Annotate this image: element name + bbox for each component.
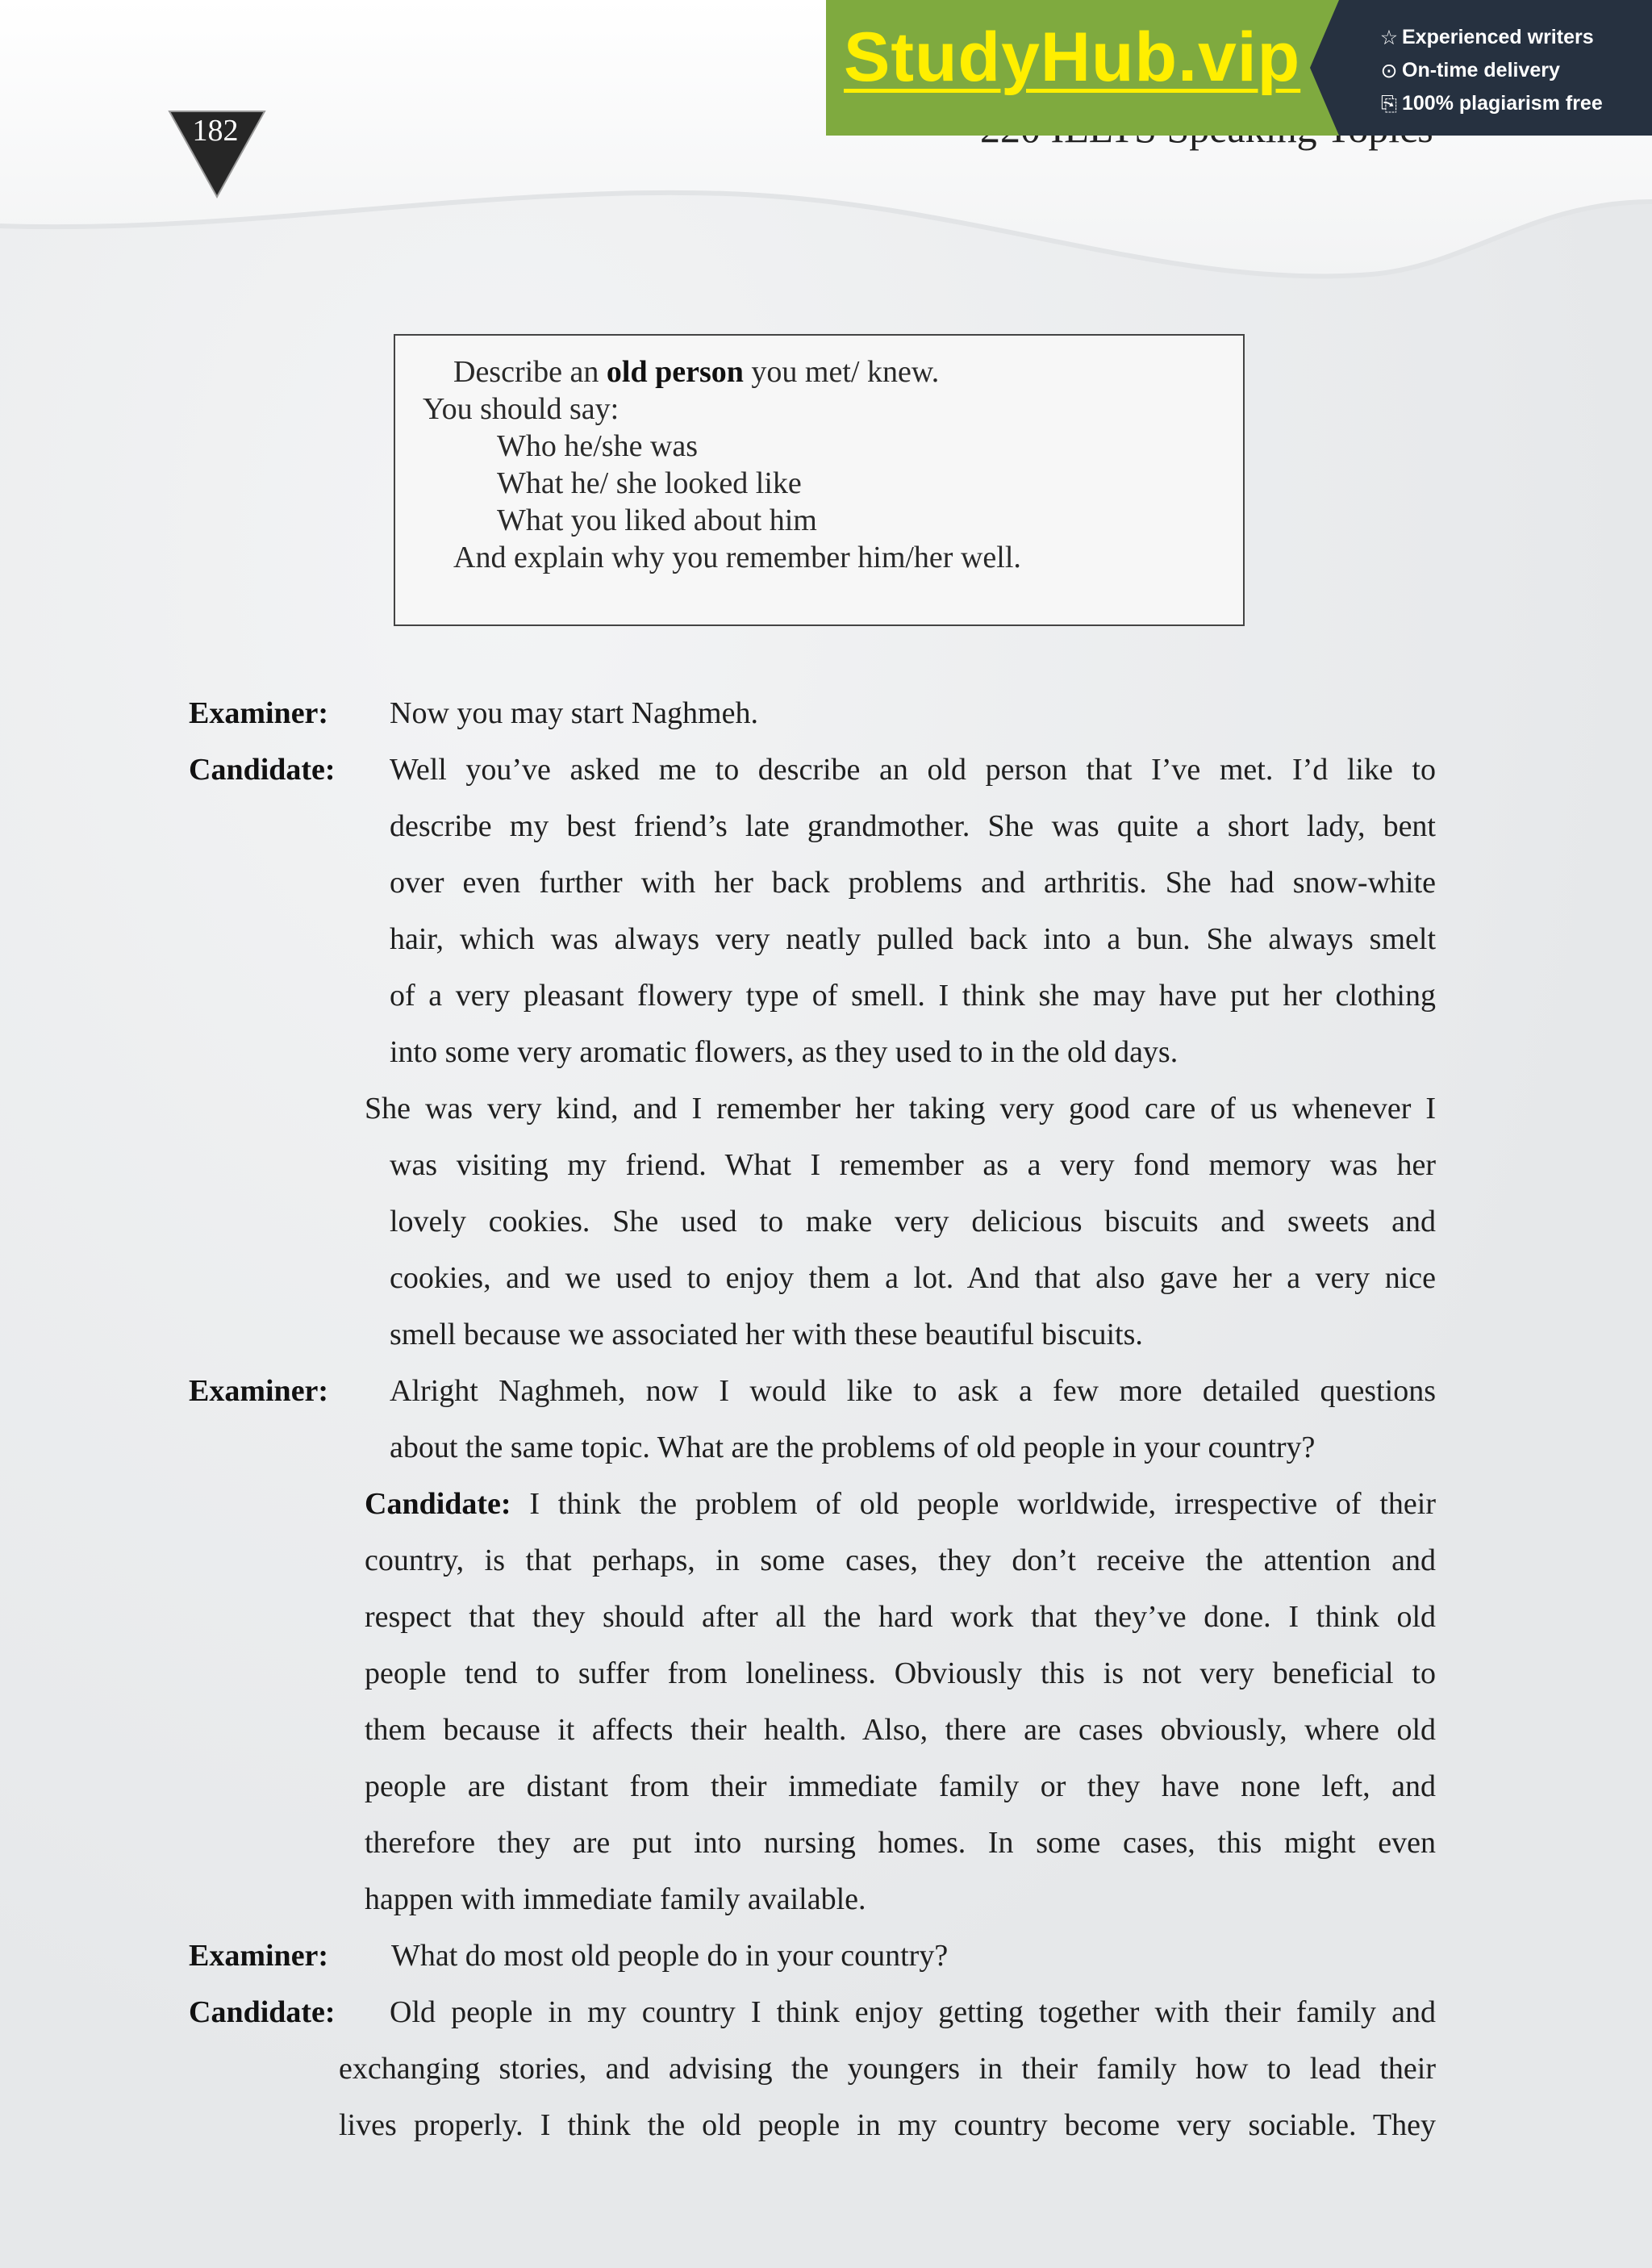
- dialogue-line: Now you may start Naghmeh.: [390, 696, 758, 730]
- banner-logo-panel: [826, 0, 1339, 136]
- cue-card-prompt: [453, 353, 939, 391]
- cue-card-bullet: Who he/she was: [497, 429, 699, 463]
- dialogue-line: into some very aromatic flowers, as they used to in the old days.: [390, 1035, 1179, 1069]
- speaker-label: Examiner:: [189, 1939, 329, 1973]
- feature-label: 100% plagiarism free: [1402, 92, 1603, 115]
- dialogue-line: describe my best friend’s late grandmother. She was quite a short lady, bent: [390, 809, 1436, 843]
- cue-card-instruction: You should say:: [423, 392, 620, 426]
- dialogue-line: of a very pleasant flowery type of smell. I think she may have put her clothing: [390, 979, 1436, 1013]
- dialogue-line: [365, 1476, 1436, 1532]
- cue-prompt-topic: old person: [606, 355, 744, 389]
- speaker-label: Examiner:: [189, 696, 329, 730]
- studyhub-logo[interactable]: StudyHub.vip: [844, 19, 1301, 96]
- feature-on-time-delivery: [1379, 54, 1603, 87]
- feature-label: On-time delivery: [1402, 59, 1560, 81]
- dialogue-line: was visiting my friend. What I remember as a very fond memory was her: [390, 1148, 1436, 1182]
- cue-prompt-suffix: you met/ knew.: [743, 355, 940, 389]
- feature-experienced-writers: [1379, 21, 1603, 54]
- dialogue-line: about the same topic. What are the problems of old people in your country?: [390, 1431, 1316, 1464]
- speaker-label: Candidate:: [189, 1995, 336, 2029]
- dialogue-line: lives properly. I think the old people in my country become very sociable. They: [339, 2108, 1436, 2142]
- dialogue-line: smell because we associated her with these beautiful biscuits.: [390, 1318, 1143, 1351]
- dialogue-text: I think the problem of old people worldwide, irrespective of their: [529, 1487, 1436, 1521]
- dialogue-line: lovely cookies. She used to make very delicious biscuits and sweets and: [390, 1205, 1436, 1238]
- dialogue-line: Old people in my country I think enjoy getting together with their family and: [390, 1995, 1436, 2029]
- feature-plagiarism-free: [1379, 87, 1603, 120]
- cue-card-closing: And explain why you remember him/her well.: [453, 541, 1021, 574]
- cue-card: [394, 334, 1245, 626]
- dialogue-line: What do most old people do in your country?: [391, 1939, 949, 1973]
- clock-icon: ⊙: [1380, 59, 1398, 82]
- cue-prompt-prefix: Describe an: [453, 355, 607, 389]
- dialogue-line: people are distant from their immediate family or they have none left, and: [365, 1769, 1436, 1803]
- dialogue-line: people tend to suffer from loneliness. Obviously this is not very beneficial to: [365, 1656, 1436, 1690]
- dialogue-line: She was very kind, and I remember her taking very good care of us whenever I: [365, 1092, 1436, 1126]
- dialogue-line: hair, which was always very neatly pulled back into a bun. She always smelt: [390, 922, 1436, 956]
- dialogue-line: happen with immediate family available.: [365, 1882, 866, 1916]
- dialogue-line: respect that they should after all the hard work that they’ve done. I think old: [365, 1600, 1436, 1634]
- dialogue-line: cookies, and we used to enjoy them a lot. And that also gave her a very nice: [390, 1261, 1436, 1295]
- dialogue-line: country, is that perhaps, in some cases, they don’t receive the attention and: [365, 1543, 1436, 1577]
- cue-card-bullet: What he/ she looked like: [497, 466, 802, 500]
- speaker-label: Candidate:: [365, 1487, 511, 1521]
- star-icon: ☆: [1379, 26, 1399, 49]
- dialogue-line: therefore they are put into nursing homes. In some cases, this might even: [365, 1826, 1436, 1860]
- dialogue-line: them because it affects their health. Also, there are cases obviously, where old: [365, 1713, 1436, 1747]
- dialogue-line: Alright Naghmeh, now I would like to ask a few more detailed questions: [390, 1374, 1436, 1408]
- studyhub-banner[interactable]: [826, 0, 1652, 136]
- dialogue-line: over even further with her back problems and arthritis. She had snow-white: [390, 866, 1436, 900]
- dialogue-line: exchanging stories, and advising the youngers in their family how to lead their: [339, 2052, 1436, 2086]
- page-number: 182: [192, 114, 239, 148]
- speaker-label: Candidate:: [189, 753, 336, 787]
- document-icon: ⎘: [1380, 92, 1397, 115]
- banner-features: [1379, 21, 1603, 120]
- cue-card-bullet: What you liked about him: [497, 503, 817, 537]
- feature-label: Experienced writers: [1402, 26, 1594, 48]
- speaker-label: Examiner:: [189, 1374, 329, 1408]
- page-number-badge: [166, 107, 271, 203]
- dialogue-line: Well you’ve asked me to describe an old person that I’ve met. I’d like to: [390, 753, 1436, 787]
